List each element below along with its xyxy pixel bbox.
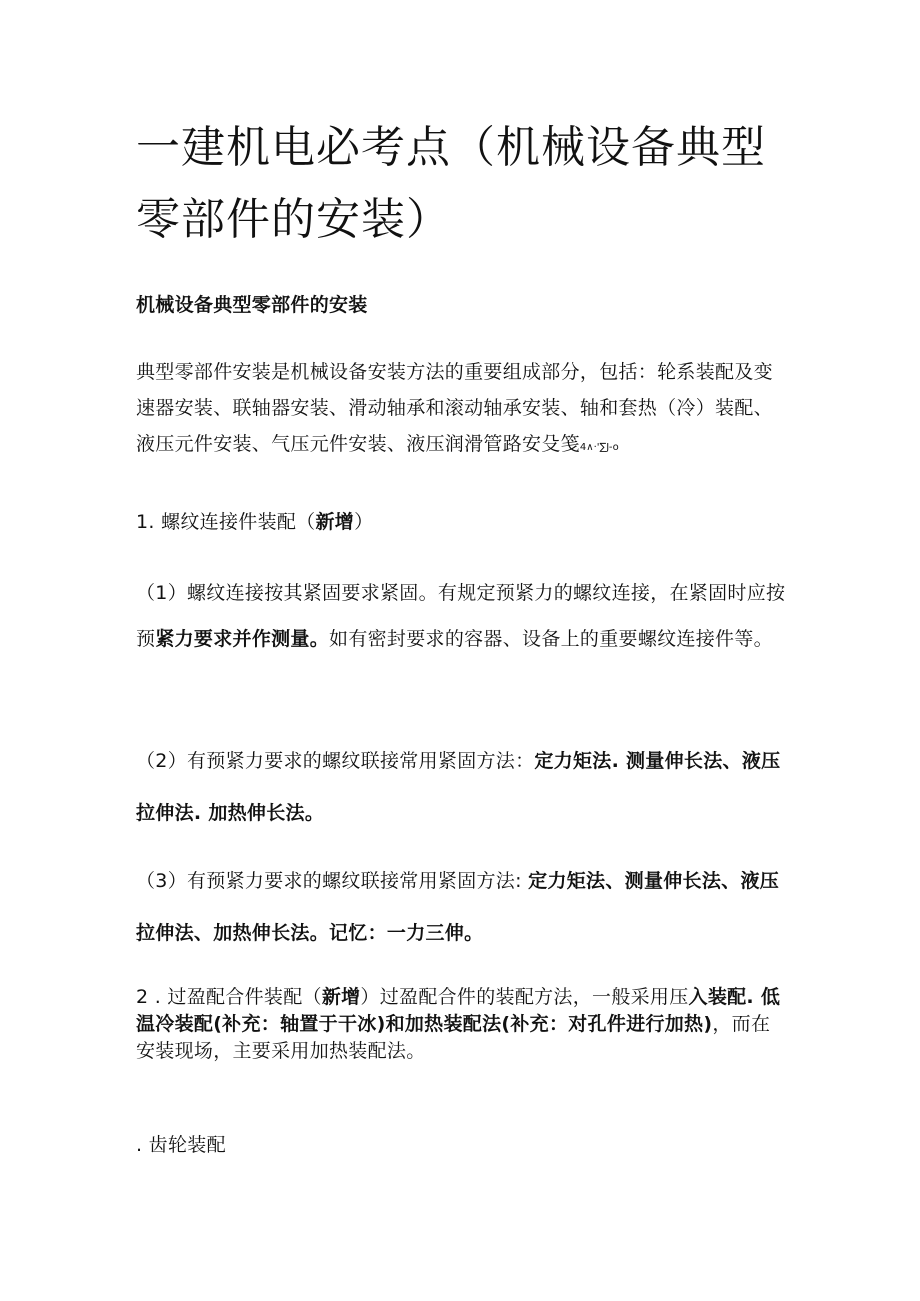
intro-garbled-tail: 4∧·'∑J-o <box>579 442 619 453</box>
s1p2-text-a: （2）有预紧力要求的螺纹联接常用紧固方法： <box>136 750 535 772</box>
s1p3-text-a: （3）有预紧力要求的螺纹联接常用紧固方法: <box>136 870 529 892</box>
s2-text-c: ）过盈配合件的装配方法，一般采用压 <box>360 986 689 1008</box>
s1p1-text-b: 紧力要求并作测量。 <box>155 628 330 650</box>
section1-title-suffix: ） <box>354 511 374 533</box>
s1p3-text-b: 定力矩法、测量伸长法、液压拉伸法、加热伸长法。记忆：一力三伸。 <box>136 870 780 944</box>
intro-paragraph <box>136 354 786 466</box>
intro-text: 典型零部件安装是机械设备安装方法的重要组成部分，包括：轮系装配及变速器安装、联轴器安装、滑动轴承和滚动轴承安装、轴和套热（冷）装配、液压元件安装、气压元件安装、液压润滑管路安殳笺 <box>136 361 773 455</box>
section3-title: . 齿轮装配 <box>136 1134 226 1156</box>
section1-paragraph-3 <box>136 855 786 959</box>
section1-title <box>136 507 786 534</box>
s2-text-b: 新增 <box>321 986 361 1008</box>
s1p1-text-c: 如有密封要求的容器、设备上的重要螺纹连接件等。 <box>329 628 773 650</box>
section-heading: 机械设备典型零部件的安装 <box>136 294 368 316</box>
section1-title-prefix: 1. 螺纹连接件装配（ <box>136 511 316 533</box>
s1p1-text-a: （1）螺纹连接按其紧固要求紧固。有规定预紧力的螺纹连接，在紧固时应按预 <box>136 582 786 650</box>
s2-text-e: ，而在安装现场，主要采用加热装配法。 <box>136 1013 771 1062</box>
s2-text-a: 2 . 过盈配合件装配（ <box>136 986 322 1008</box>
s2-text-d: 入装配. 低温冷装配(补充：轴置于干冰)和加热装配法(补充：对孔件进行加热) <box>136 986 781 1035</box>
section2-paragraph <box>136 984 786 1065</box>
section1-paragraph-1 <box>136 570 786 662</box>
section1-title-bold: 新增 <box>315 511 355 533</box>
section1-paragraph-2 <box>136 735 786 839</box>
s1p2-text-b: 定力矩法. 测量伸长法、液压拉伸法. 加热伸长法。 <box>136 750 781 824</box>
document-title: 一建机电必考点（机械设备典型零部件的安装） <box>136 122 766 245</box>
